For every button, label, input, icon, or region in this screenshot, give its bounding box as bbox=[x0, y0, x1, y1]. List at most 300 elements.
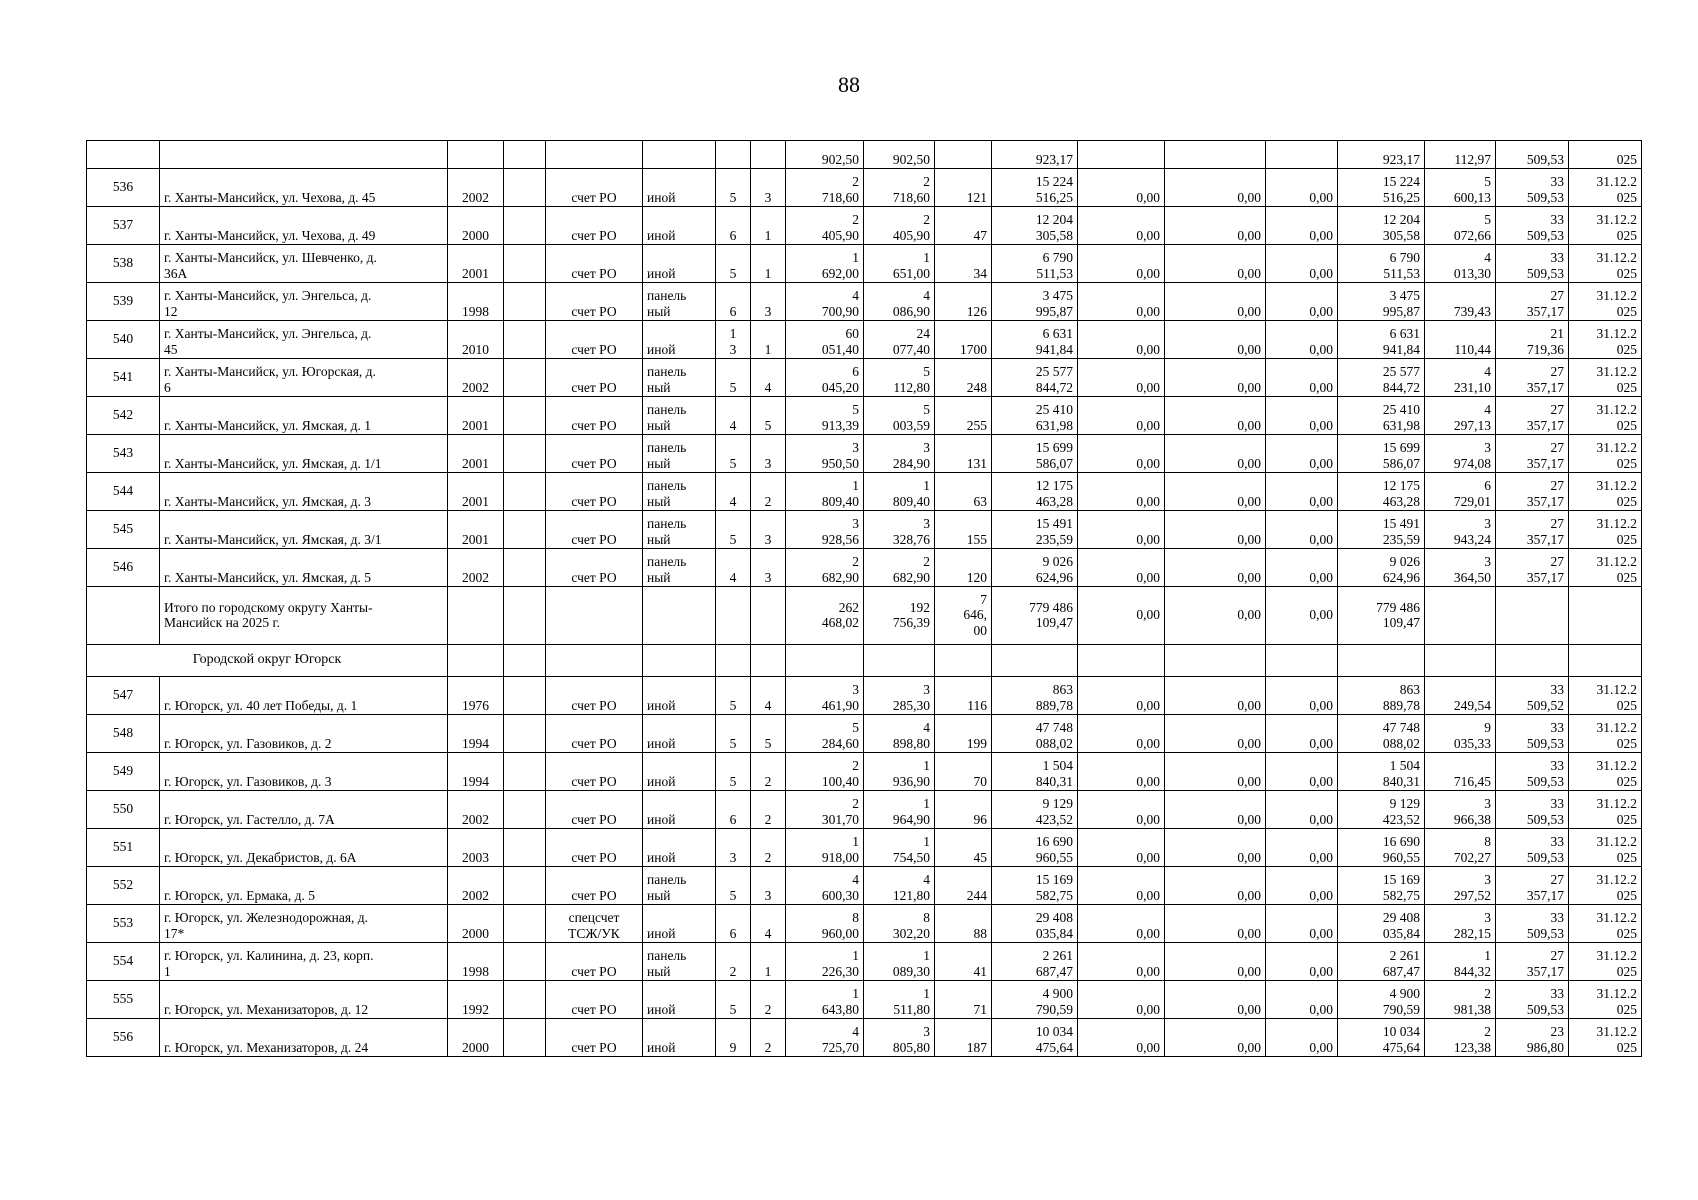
table-cell bbox=[448, 645, 504, 677]
table-cell: 4 013,30 bbox=[1425, 245, 1496, 283]
table-cell: 863 889,78 bbox=[992, 677, 1078, 715]
table-cell: 21 719,36 bbox=[1496, 321, 1569, 359]
table-cell: 2 718,60 bbox=[786, 169, 864, 207]
address-cell: г. Ханты-Мансийск, ул. Ямская, д. 3 bbox=[160, 473, 448, 511]
table-row bbox=[87, 245, 1642, 283]
table-cell: 4 bbox=[751, 359, 786, 397]
table-cell bbox=[1569, 645, 1642, 677]
table-cell: 33 509,53 bbox=[1496, 905, 1569, 943]
table-cell: 1 3 bbox=[716, 321, 751, 359]
table-cell: 1 504 840,31 bbox=[1338, 753, 1425, 791]
table-cell: 5 bbox=[716, 867, 751, 905]
table-cell: 47 bbox=[935, 207, 992, 245]
table-cell: 121 bbox=[935, 169, 992, 207]
table-cell: 5 112,80 bbox=[864, 359, 935, 397]
register-table-body bbox=[87, 141, 1642, 1057]
table-cell: 0,00 bbox=[1165, 245, 1266, 283]
table-cell bbox=[1266, 645, 1338, 677]
table-cell: 2001 bbox=[448, 435, 504, 473]
table-cell: 29 408 035,84 bbox=[1338, 905, 1425, 943]
table-cell: 2002 bbox=[448, 791, 504, 829]
table-cell: 2 261 687,47 bbox=[992, 943, 1078, 981]
table-cell: 0,00 bbox=[1165, 753, 1266, 791]
table-cell: 3 974,08 bbox=[1425, 435, 1496, 473]
table-cell bbox=[504, 791, 546, 829]
table-cell: 33 509,53 bbox=[1496, 245, 1569, 283]
table-cell: 2 405,90 bbox=[786, 207, 864, 245]
table-row bbox=[87, 283, 1642, 321]
table-cell: 2 261 687,47 bbox=[1338, 943, 1425, 981]
table-cell: 1 964,90 bbox=[864, 791, 935, 829]
table-cell: счет РО bbox=[546, 397, 643, 435]
table-cell: счет РО bbox=[546, 435, 643, 473]
table-cell bbox=[643, 587, 716, 645]
table-row bbox=[87, 549, 1642, 587]
table-cell: 0,00 bbox=[1078, 1019, 1165, 1057]
table-cell bbox=[1425, 587, 1496, 645]
table-row bbox=[87, 791, 1642, 829]
table-cell: 3 bbox=[751, 283, 786, 321]
table-cell: 2002 bbox=[448, 549, 504, 587]
table-cell: 9 129 423,52 bbox=[992, 791, 1078, 829]
table-cell bbox=[643, 645, 716, 677]
address-cell: г. Югорск, ул. Ермака, д. 5 bbox=[160, 867, 448, 905]
table-cell: 2 bbox=[751, 981, 786, 1019]
table-row bbox=[87, 397, 1642, 435]
table-cell: 2 718,60 bbox=[864, 169, 935, 207]
table-cell: 88 bbox=[935, 905, 992, 943]
table-cell: 0,00 bbox=[1266, 753, 1338, 791]
table-cell: 27 357,17 bbox=[1496, 943, 1569, 981]
table-cell: 0,00 bbox=[1165, 397, 1266, 435]
table-cell: 1 936,90 bbox=[864, 753, 935, 791]
table-cell: 25 410 631,98 bbox=[1338, 397, 1425, 435]
table-cell bbox=[504, 283, 546, 321]
table-cell: 2000 bbox=[448, 207, 504, 245]
address-cell: г. Ханты-Мансийск, ул. Чехова, д. 45 bbox=[160, 169, 448, 207]
table-cell: счет РО bbox=[546, 473, 643, 511]
table-cell: 12 204 305,58 bbox=[1338, 207, 1425, 245]
table-cell: панель ный bbox=[643, 397, 716, 435]
table-cell bbox=[546, 645, 643, 677]
table-cell: 5 bbox=[716, 753, 751, 791]
row-number-cell: 548 bbox=[87, 715, 160, 753]
table-cell: 9 129 423,52 bbox=[1338, 791, 1425, 829]
table-cell: 3 bbox=[751, 435, 786, 473]
table-cell: 33 509,53 bbox=[1496, 753, 1569, 791]
table-cell: счет РО bbox=[546, 791, 643, 829]
register-table bbox=[86, 140, 1642, 1057]
table-cell: иной bbox=[643, 207, 716, 245]
table-cell: 3 284,90 bbox=[864, 435, 935, 473]
row-number-cell: 546 bbox=[87, 549, 160, 587]
table-cell: счет РО bbox=[546, 677, 643, 715]
table-row bbox=[87, 511, 1642, 549]
table-cell: панель ный bbox=[643, 511, 716, 549]
table-cell: 1 226,30 bbox=[786, 943, 864, 981]
table-cell: панель ный bbox=[643, 943, 716, 981]
table-cell: 244 bbox=[935, 867, 992, 905]
table-cell bbox=[1496, 645, 1569, 677]
address-cell: г. Югорск, ул. Газовиков, д. 3 bbox=[160, 753, 448, 791]
table-cell bbox=[504, 867, 546, 905]
table-cell: панель ный bbox=[643, 867, 716, 905]
table-cell: панель ный bbox=[643, 473, 716, 511]
row-number-cell: 550 bbox=[87, 791, 160, 829]
table-cell: 3 950,50 bbox=[786, 435, 864, 473]
row-number-cell: 551 bbox=[87, 829, 160, 867]
table-cell: 2 682,90 bbox=[786, 549, 864, 587]
table-cell: 4 bbox=[716, 397, 751, 435]
address-cell: г. Югорск, ул. Гастелло, д. 7А bbox=[160, 791, 448, 829]
table-cell: 27 357,17 bbox=[1496, 283, 1569, 321]
table-cell: счет РО bbox=[546, 943, 643, 981]
address-cell: г. Югорск, ул. Железнодорожная, д. 17* bbox=[160, 905, 448, 943]
table-cell: 4 121,80 bbox=[864, 867, 935, 905]
table-cell: счет РО bbox=[546, 981, 643, 1019]
table-cell: 6 bbox=[716, 905, 751, 943]
row-number-cell: 554 bbox=[87, 943, 160, 981]
table-cell: 47 748 088,02 bbox=[1338, 715, 1425, 753]
table-cell: 3 928,56 bbox=[786, 511, 864, 549]
table-cell bbox=[504, 981, 546, 1019]
table-cell: 16 690 960,55 bbox=[992, 829, 1078, 867]
row-number-cell bbox=[87, 587, 160, 645]
table-cell: 63 bbox=[935, 473, 992, 511]
table-cell: 255 bbox=[935, 397, 992, 435]
table-cell: 4 bbox=[751, 905, 786, 943]
table-cell: 0,00 bbox=[1266, 549, 1338, 587]
table-cell: 33 509,53 bbox=[1496, 791, 1569, 829]
table-cell: 116 bbox=[935, 677, 992, 715]
table-cell bbox=[935, 645, 992, 677]
table-row bbox=[87, 207, 1642, 245]
table-cell: 5 bbox=[716, 715, 751, 753]
table-cell: 33 509,53 bbox=[1496, 207, 1569, 245]
table-cell: 2 bbox=[751, 473, 786, 511]
address-cell: г. Ханты-Мансийск, ул. Ямская, д. 5 bbox=[160, 549, 448, 587]
table-cell: 4 898,80 bbox=[864, 715, 935, 753]
table-cell: 5 bbox=[716, 981, 751, 1019]
table-cell: 3 364,50 bbox=[1425, 549, 1496, 587]
table-cell: 0,00 bbox=[1078, 359, 1165, 397]
address-cell: Итого по городскому округу Ханты- Мансийск на 2025 г. bbox=[160, 587, 448, 645]
address-cell: г. Ханты-Мансийск, ул. Ямская, д. 1 bbox=[160, 397, 448, 435]
table-cell: 0,00 bbox=[1266, 587, 1338, 645]
table-row bbox=[87, 1019, 1642, 1057]
table-cell bbox=[1165, 645, 1266, 677]
table-cell bbox=[786, 645, 864, 677]
table-cell: 2 123,38 bbox=[1425, 1019, 1496, 1057]
table-cell: счет РО bbox=[546, 549, 643, 587]
table-cell: 0,00 bbox=[1266, 435, 1338, 473]
table-row bbox=[87, 141, 1642, 169]
table-cell: 2000 bbox=[448, 1019, 504, 1057]
table-cell bbox=[716, 141, 751, 169]
table-cell: счет РО bbox=[546, 207, 643, 245]
table-cell: 923,17 bbox=[992, 141, 1078, 169]
table-cell: 2 bbox=[716, 943, 751, 981]
table-cell: 2 301,70 bbox=[786, 791, 864, 829]
table-cell: 9 035,33 bbox=[1425, 715, 1496, 753]
table-row bbox=[87, 829, 1642, 867]
table-cell: 24 077,40 bbox=[864, 321, 935, 359]
table-row bbox=[87, 435, 1642, 473]
table-cell: 2002 bbox=[448, 359, 504, 397]
table-cell bbox=[504, 473, 546, 511]
table-cell bbox=[448, 141, 504, 169]
table-cell: 5 003,59 bbox=[864, 397, 935, 435]
table-cell: 0,00 bbox=[1165, 169, 1266, 207]
table-cell: 4 900 790,59 bbox=[992, 981, 1078, 1019]
table-row bbox=[87, 359, 1642, 397]
table-cell: 23 986,80 bbox=[1496, 1019, 1569, 1057]
table-cell: 33 509,53 bbox=[1496, 829, 1569, 867]
address-cell: г. Югорск, ул. Калинина, д. 23, корп. 1 bbox=[160, 943, 448, 981]
table-cell: 71 bbox=[935, 981, 992, 1019]
section-title: Городской округ Югорск bbox=[87, 645, 448, 677]
table-cell: 0,00 bbox=[1078, 245, 1165, 283]
table-cell: 2 981,38 bbox=[1425, 981, 1496, 1019]
table-cell: 0,00 bbox=[1165, 359, 1266, 397]
table-cell: 15 491 235,59 bbox=[1338, 511, 1425, 549]
table-cell: 0,00 bbox=[1165, 981, 1266, 1019]
table-cell: 27 357,17 bbox=[1496, 473, 1569, 511]
row-number-cell: 556 bbox=[87, 1019, 160, 1057]
table-cell: 126 bbox=[935, 283, 992, 321]
table-cell: 33 509,53 bbox=[1496, 715, 1569, 753]
table-cell: 60 051,40 bbox=[786, 321, 864, 359]
table-cell bbox=[504, 715, 546, 753]
table-cell: 2010 bbox=[448, 321, 504, 359]
table-cell: 31.12.2 025 bbox=[1569, 791, 1642, 829]
table-cell: 3 461,90 bbox=[786, 677, 864, 715]
table-cell: 2001 bbox=[448, 245, 504, 283]
row-number-cell: 555 bbox=[87, 981, 160, 1019]
table-cell bbox=[504, 397, 546, 435]
table-cell: счет РО bbox=[546, 321, 643, 359]
row-number-cell: 543 bbox=[87, 435, 160, 473]
table-cell: 15 169 582,75 bbox=[1338, 867, 1425, 905]
table-cell: 31.12.2 025 bbox=[1569, 981, 1642, 1019]
table-cell: 2000 bbox=[448, 905, 504, 943]
address-cell: г. Ханты-Мансийск, ул. Энгельса, д. 45 bbox=[160, 321, 448, 359]
table-cell: 6 045,20 bbox=[786, 359, 864, 397]
table-row bbox=[87, 753, 1642, 791]
table-cell: 5 600,13 bbox=[1425, 169, 1496, 207]
table-cell bbox=[1165, 141, 1266, 169]
table-cell: 5 bbox=[716, 511, 751, 549]
table-row bbox=[87, 981, 1642, 1019]
table-cell: 27 357,17 bbox=[1496, 435, 1569, 473]
table-cell bbox=[643, 141, 716, 169]
table-cell: 31.12.2 025 bbox=[1569, 829, 1642, 867]
row-number-cell: 545 bbox=[87, 511, 160, 549]
table-row bbox=[87, 677, 1642, 715]
table-cell: 6 631 941,84 bbox=[1338, 321, 1425, 359]
table-cell bbox=[504, 645, 546, 677]
table-cell: иной bbox=[643, 321, 716, 359]
table-cell: иной bbox=[643, 1019, 716, 1057]
table-cell bbox=[1569, 587, 1642, 645]
table-cell: 31.12.2 025 bbox=[1569, 169, 1642, 207]
table-cell: 249,54 bbox=[1425, 677, 1496, 715]
table-cell: 2001 bbox=[448, 473, 504, 511]
table-cell: 3 bbox=[751, 867, 786, 905]
table-cell: иной bbox=[643, 981, 716, 1019]
table-cell: 1994 bbox=[448, 715, 504, 753]
table-cell: 3 297,52 bbox=[1425, 867, 1496, 905]
table-cell: 5 bbox=[751, 715, 786, 753]
section-header-row bbox=[87, 645, 1642, 677]
table-cell bbox=[1425, 645, 1496, 677]
table-cell: 0,00 bbox=[1165, 587, 1266, 645]
table-cell: 0,00 bbox=[1266, 245, 1338, 283]
row-number-cell: 547 bbox=[87, 677, 160, 715]
table-cell: 110,44 bbox=[1425, 321, 1496, 359]
row-number-cell: 537 bbox=[87, 207, 160, 245]
table-cell: 0,00 bbox=[1078, 549, 1165, 587]
address-cell bbox=[160, 141, 448, 169]
table-cell: 12 175 463,28 bbox=[1338, 473, 1425, 511]
table-cell: 3 285,30 bbox=[864, 677, 935, 715]
table-cell: 1 844,32 bbox=[1425, 943, 1496, 981]
table-cell: счет РО bbox=[546, 511, 643, 549]
table-cell: 31.12.2 025 bbox=[1569, 943, 1642, 981]
row-number-cell: 552 bbox=[87, 867, 160, 905]
table-cell: 4 600,30 bbox=[786, 867, 864, 905]
table-cell: 0,00 bbox=[1266, 981, 1338, 1019]
table-cell: 1998 bbox=[448, 283, 504, 321]
table-cell: 0,00 bbox=[1165, 511, 1266, 549]
table-cell bbox=[716, 587, 751, 645]
table-cell: 0,00 bbox=[1078, 981, 1165, 1019]
table-cell: 41 bbox=[935, 943, 992, 981]
table-cell bbox=[504, 359, 546, 397]
address-cell: г. Ханты-Мансийск, ул. Чехова, д. 49 bbox=[160, 207, 448, 245]
row-number-cell bbox=[87, 141, 160, 169]
address-cell: г. Югорск, ул. Механизаторов, д. 12 bbox=[160, 981, 448, 1019]
table-cell: 131 bbox=[935, 435, 992, 473]
table-cell: 2003 bbox=[448, 829, 504, 867]
table-cell: 3 282,15 bbox=[1425, 905, 1496, 943]
table-cell: 0,00 bbox=[1266, 207, 1338, 245]
table-cell: 5 bbox=[716, 169, 751, 207]
table-cell: 0,00 bbox=[1266, 321, 1338, 359]
table-cell: 4 297,13 bbox=[1425, 397, 1496, 435]
row-number-cell: 553 bbox=[87, 905, 160, 943]
table-cell: 025 bbox=[1569, 141, 1642, 169]
table-cell: 6 bbox=[716, 207, 751, 245]
table-cell: 0,00 bbox=[1078, 753, 1165, 791]
table-cell: панель ный bbox=[643, 549, 716, 587]
table-cell bbox=[751, 645, 786, 677]
table-cell: 8 960,00 bbox=[786, 905, 864, 943]
table-cell bbox=[546, 587, 643, 645]
table-row bbox=[87, 943, 1642, 981]
table-cell: 6 790 511,53 bbox=[992, 245, 1078, 283]
table-cell: 34 bbox=[935, 245, 992, 283]
table-cell: 0,00 bbox=[1266, 715, 1338, 753]
table-cell bbox=[504, 587, 546, 645]
table-cell: 0,00 bbox=[1078, 829, 1165, 867]
address-cell: г. Ханты-Мансийск, ул. Энгельса, д. 12 bbox=[160, 283, 448, 321]
table-row bbox=[87, 715, 1642, 753]
table-cell: 902,50 bbox=[864, 141, 935, 169]
table-cell: счет РО bbox=[546, 753, 643, 791]
table-cell: 3 966,38 bbox=[1425, 791, 1496, 829]
table-cell: 1 bbox=[751, 943, 786, 981]
table-cell: 3 bbox=[716, 829, 751, 867]
address-cell: г. Ханты-Мансийск, ул. Ямская, д. 3/1 bbox=[160, 511, 448, 549]
table-cell: 3 bbox=[751, 169, 786, 207]
table-cell bbox=[504, 435, 546, 473]
table-cell: 3 bbox=[751, 511, 786, 549]
table-cell: 31.12.2 025 bbox=[1569, 511, 1642, 549]
table-cell: 2 bbox=[751, 753, 786, 791]
table-cell bbox=[504, 511, 546, 549]
table-cell: 1 692,00 bbox=[786, 245, 864, 283]
table-cell bbox=[935, 141, 992, 169]
table-cell: счет РО bbox=[546, 283, 643, 321]
row-number-cell: 542 bbox=[87, 397, 160, 435]
table-cell: 0,00 bbox=[1165, 867, 1266, 905]
table-cell: 1 511,80 bbox=[864, 981, 935, 1019]
table-cell: 3 805,80 bbox=[864, 1019, 935, 1057]
table-cell: 0,00 bbox=[1165, 715, 1266, 753]
row-number-cell: 541 bbox=[87, 359, 160, 397]
table-cell: 9 bbox=[716, 1019, 751, 1057]
table-cell: иной bbox=[643, 791, 716, 829]
table-cell: 1 643,80 bbox=[786, 981, 864, 1019]
table-cell: 0,00 bbox=[1165, 207, 1266, 245]
table-cell: 5 bbox=[716, 435, 751, 473]
table-cell: 31.12.2 025 bbox=[1569, 715, 1642, 753]
table-cell: 187 bbox=[935, 1019, 992, 1057]
table-cell: 0,00 bbox=[1078, 791, 1165, 829]
table-row bbox=[87, 169, 1642, 207]
table-cell: 0,00 bbox=[1266, 397, 1338, 435]
table-cell bbox=[504, 829, 546, 867]
table-cell: 27 357,17 bbox=[1496, 359, 1569, 397]
table-cell: 33 509,53 bbox=[1496, 169, 1569, 207]
table-cell: 6 729,01 bbox=[1425, 473, 1496, 511]
table-cell: 1 089,30 bbox=[864, 943, 935, 981]
table-cell: 4 bbox=[716, 473, 751, 511]
table-cell: 1700 bbox=[935, 321, 992, 359]
table-cell: 1 504 840,31 bbox=[992, 753, 1078, 791]
table-cell: 31.12.2 025 bbox=[1569, 905, 1642, 943]
table-cell: 0,00 bbox=[1078, 473, 1165, 511]
table-cell: 779 486 109,47 bbox=[992, 587, 1078, 645]
table-cell: 0,00 bbox=[1165, 283, 1266, 321]
table-cell: 27 357,17 bbox=[1496, 511, 1569, 549]
address-cell: г. Югорск, ул. Газовиков, д. 2 bbox=[160, 715, 448, 753]
table-cell: 0,00 bbox=[1266, 867, 1338, 905]
row-number-cell: 549 bbox=[87, 753, 160, 791]
table-cell: счет РО bbox=[546, 829, 643, 867]
table-cell: 6 bbox=[716, 283, 751, 321]
table-cell bbox=[992, 645, 1078, 677]
table-cell: 199 bbox=[935, 715, 992, 753]
table-cell: 739,43 bbox=[1425, 283, 1496, 321]
table-cell: счет РО bbox=[546, 359, 643, 397]
table-cell: 31.12.2 025 bbox=[1569, 1019, 1642, 1057]
table-cell: 15 224 516,25 bbox=[1338, 169, 1425, 207]
table-cell: спецсчет ТСЖ/УК bbox=[546, 905, 643, 943]
table-cell: 15 169 582,75 bbox=[992, 867, 1078, 905]
table-cell: 0,00 bbox=[1165, 473, 1266, 511]
